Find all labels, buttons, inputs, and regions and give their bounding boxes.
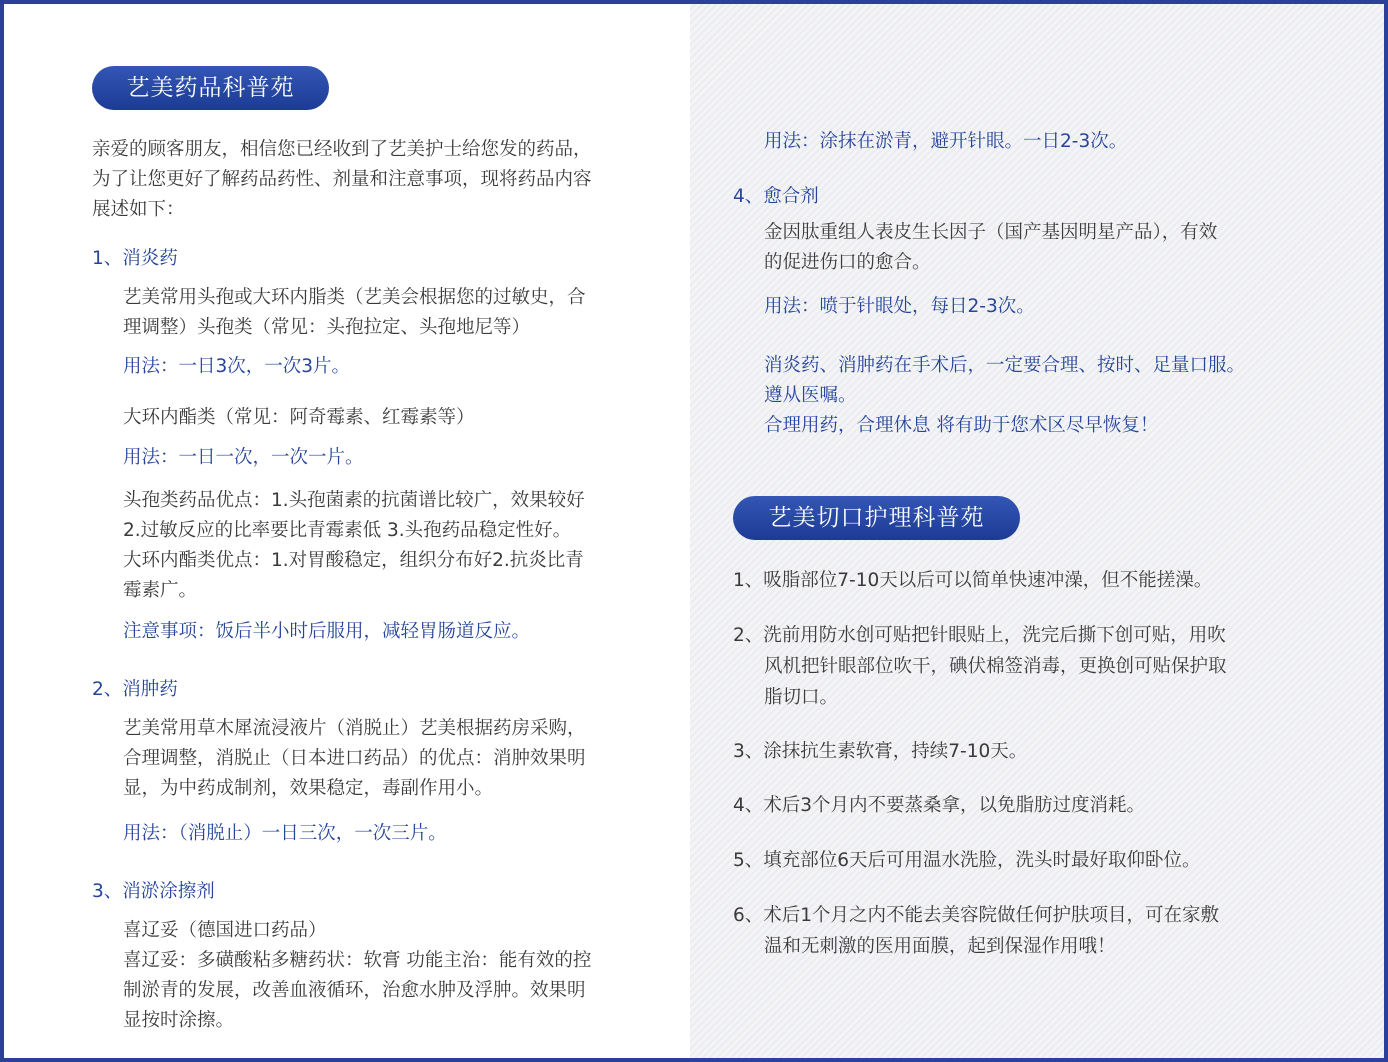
section-title-medicine: 艺美药品科普苑: [92, 66, 329, 110]
s4-text-line: 金因肽重组人表皮生长因子（国产基因明星产品），有效: [764, 222, 1218, 243]
care-item: 4、术后3个月内不要蒸桑拿，以免脂肪过度消耗。: [733, 795, 1146, 816]
section-title-incision-care: 艺美切口护理科普苑: [733, 496, 1020, 540]
reminder-line: 消炎药、消肿药在手术后，一定要合理、按时、足量口服。: [764, 355, 1246, 376]
left-panel: [4, 4, 690, 1058]
s1-text-line: 2.过敏反应的比率要比青霉素低 3.头孢药品稳定性好。: [123, 520, 572, 541]
heading-bruise-ointment: 3、消淤涂擦剂: [92, 881, 215, 902]
care-item: 6、术后1个月之内不能去美容院做任何护肤项目，可在家敷: [733, 905, 1220, 926]
s2-usage: 用法：（消脱止）一日三次，一次三片。: [123, 823, 447, 844]
intro-line-2: 为了让您更好了解药品药性、剂量和注意事项，现将药品内容: [92, 169, 592, 190]
s1-note: 注意事项：饭后半小时后服用，减轻胃肠道反应。: [123, 621, 531, 642]
s2-text-line: 合理调整，消脱止（日本进口药品）的优点：消肿效果明: [123, 748, 586, 769]
s3-text-line: 显按时涂擦。: [123, 1010, 235, 1031]
care-item: 1、吸脂部位7-10天以后可以简单快速冲澡，但不能搓澡。: [733, 570, 1213, 591]
s1-text-line: 艺美常用头孢或大环内脂类（艺美会根据您的过敏史，合: [123, 287, 586, 308]
s3-text-line: 喜辽妥（德国进口药品）: [123, 920, 327, 941]
s1-text-line: 头孢类药品优点：1.头孢菌素的抗菌谱比较广，效果较好: [123, 490, 585, 511]
s1-usage-1: 用法：一日3次，一次3片。: [123, 356, 351, 377]
s1-text-line: 霉素广。: [123, 580, 198, 601]
s1-text-line: 大环内酯类优点：1.对胃酸稳定，组织分布好2.抗炎比青: [123, 550, 584, 571]
care-item: 3、涂抹抗生素软膏，持续7-10天。: [733, 741, 1028, 762]
heading-healing-agent: 4、愈合剂: [733, 186, 819, 207]
s1-usage-2: 用法：一日一次，一次一片。: [123, 447, 364, 468]
s2-text-line: 艺美常用草木犀流浸液片（消脱止）艺美根据药房采购，: [123, 718, 586, 739]
intro-line-3: 展述如下：: [92, 199, 185, 220]
s4-text-line: 的促进伤口的愈合。: [764, 252, 931, 273]
heading-anti-swelling: 2、消肿药: [92, 679, 178, 700]
care-item-cont: 风机把针眼部位吹干，碘伏棉签消毒，更换创可贴保护取: [764, 656, 1227, 677]
care-item: 2、洗前用防水创可贴把针眼贴上，洗完后撕下创可贴，用吹: [733, 625, 1226, 646]
care-item-cont: 温和无刺激的医用面膜，起到保湿作用哦！: [764, 936, 1116, 957]
reminder-line: 合理用药，合理休息 将有助于您术区尽早恢复！: [764, 415, 1159, 436]
s2-text-line: 显，为中药成制剂，效果稳定，毒副作用小。: [123, 778, 494, 799]
care-item: 5、填充部位6天后可用温水洗脸，洗头时最好取仰卧位。: [733, 850, 1201, 871]
right-panel: [690, 4, 1384, 1058]
s4-usage: 用法：喷于针眼处，每日2-3次。: [764, 296, 1035, 317]
reminder-line: 遵从医嘱。: [764, 385, 857, 406]
s1-text-line: 大环内酯类（常见：阿奇霉素、红霉素等）: [123, 407, 475, 428]
s3-usage: 用法：涂抹在淤青，避开针眼。一日2-3次。: [764, 131, 1128, 152]
intro-line-1: 亲爱的顾客朋友，相信您已经收到了艺美护士给您发的药品，: [92, 139, 592, 160]
s3-text-line: 喜辽妥：多磺酸粘多糖药状：软膏 功能主治：能有效的控: [123, 950, 592, 971]
heading-anti-inflammatory: 1、消炎药: [92, 248, 178, 269]
s3-text-line: 制淤青的发展，改善血液循环，治愈水肿及浮肿。效果明: [123, 980, 586, 1001]
s1-text-line: 理调整）头孢类（常见：头孢拉定、头孢地尼等）: [123, 317, 531, 338]
care-item-cont: 脂切口。: [764, 687, 839, 708]
